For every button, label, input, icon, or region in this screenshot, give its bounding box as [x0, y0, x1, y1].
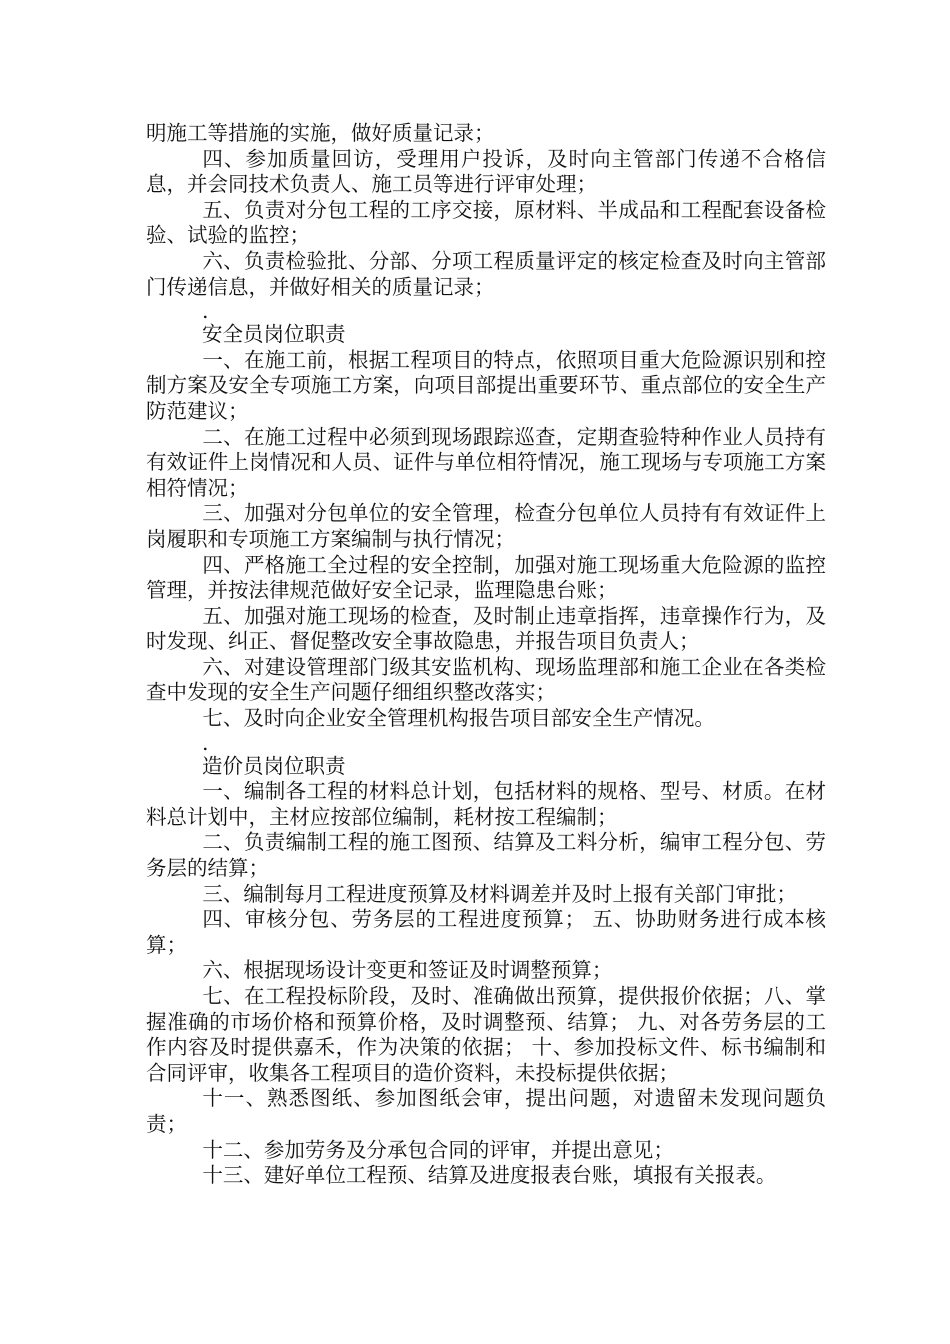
paragraph-continuation: 明施工等措施的实施，做好质量记录；: [146, 121, 495, 145]
paragraph-safety-1: 一、在施工前，根据工程项目的特点，依照项目重大危险源识别和控制方案及安全专项施工方案，向项目部提出重要环节、重点部位的安全生产防范建议；: [146, 347, 826, 423]
paragraph-cost-13: 十三、建好单位工程预、结算及进度报表台账，填报有关报表。: [202, 1163, 777, 1188]
paragraph-safety-3: 三、加强对分包单位的安全管理，检查分包单位人员持有有效证件上岗履职和专项施工方案编制与执行情况；: [146, 501, 826, 551]
paragraph-cost-2: 二、负责编制工程的施工图预、结算及工料分析，编审工程分包、劳务层的结算；: [146, 830, 826, 881]
section-heading-safety: 安全员岗位职责: [202, 322, 346, 347]
document-body: [146, 121, 826, 1189]
section-heading-cost: 造价员岗位职责: [202, 753, 346, 778]
paragraph-safety-4: 四、严格施工全过程的安全控制，加强对施工现场重大危险源的监控管理，并按法律规范做好安全记录，监理隐患台账；: [146, 552, 826, 603]
paragraph-cost-3: 三、编制每月工程进度预算及材料调差并及时上报有关部门审批；: [202, 881, 797, 906]
paragraph-cost-4-5: 四、审核分包、劳务层的工程进度预算； 五、协助财务进行成本核算；: [146, 907, 826, 957]
paragraph-cost-7-10: 七、在工程投标阶段，及时、准确做出预算，提供报价依据；八、掌握准确的市场价格和预算价格，及时调整预、结算； 九、对各劳务层的工作内容及时提供嘉禾，作为决策的依据； 十、参加投标文件、标书编制和合同评审，收集各工程项目的造价资料，未投标提供依据；: [146, 984, 826, 1085]
paragraph-safety-7: 七、及时向企业安全管理机构报告项目部安全生产情况。: [202, 706, 715, 731]
paragraph-cost-11: 十一、熟悉图纸、参加图纸会审，提出问题，对遗留未发现问题负责；: [146, 1086, 826, 1136]
paragraph-cost-12: 十二、参加劳务及分承包合同的评审，并提出意见；: [202, 1137, 674, 1162]
separator-dot: .: [202, 730, 209, 755]
paragraph-quality-5: 五、负责对分包工程的工序交接，原材料、半成品和工程配套设备检验、试验的监控；: [146, 197, 826, 248]
paragraph-safety-5: 五、加强对施工现场的检查，及时制止违章指挥，违章操作行为，及时发现、纠正、督促整改安全事故隐患，并报告项目负责人；: [146, 603, 826, 654]
separator-dot: .: [202, 299, 209, 324]
paragraph-quality-4: 四、参加质量回访，受理用户投诉，及时向主管部门传递不合格信息，并会同技术负责人、施工员等进行评审处理；: [146, 146, 826, 197]
paragraph-quality-6: 六、负责检验批、分部、分项工程质量评定的核定检查及时向主管部门传递信息，并做好相关的质量记录；: [146, 248, 826, 299]
paragraph-cost-1: 一、编制各工程的材料总计划，包括材料的规格、型号、材质。在材料总计划中，主材应按部位编制，耗材按工程编制；: [146, 779, 826, 829]
paragraph-safety-6: 六、对建设管理部门级其安监机构、现场监理部和施工企业在各类检查中发现的安全生产问题仔细组织整改落实；: [146, 654, 826, 705]
paragraph-safety-2: 二、在施工过程中必须到现场跟踪巡查，定期查验特种作业人员持有有效证件上岗情况和人员、证件与单位相符情况，施工现场与专项施工方案相符情况；: [146, 424, 826, 500]
paragraph-cost-6: 六、根据现场设计变更和签证及时调整预算；: [202, 958, 613, 983]
